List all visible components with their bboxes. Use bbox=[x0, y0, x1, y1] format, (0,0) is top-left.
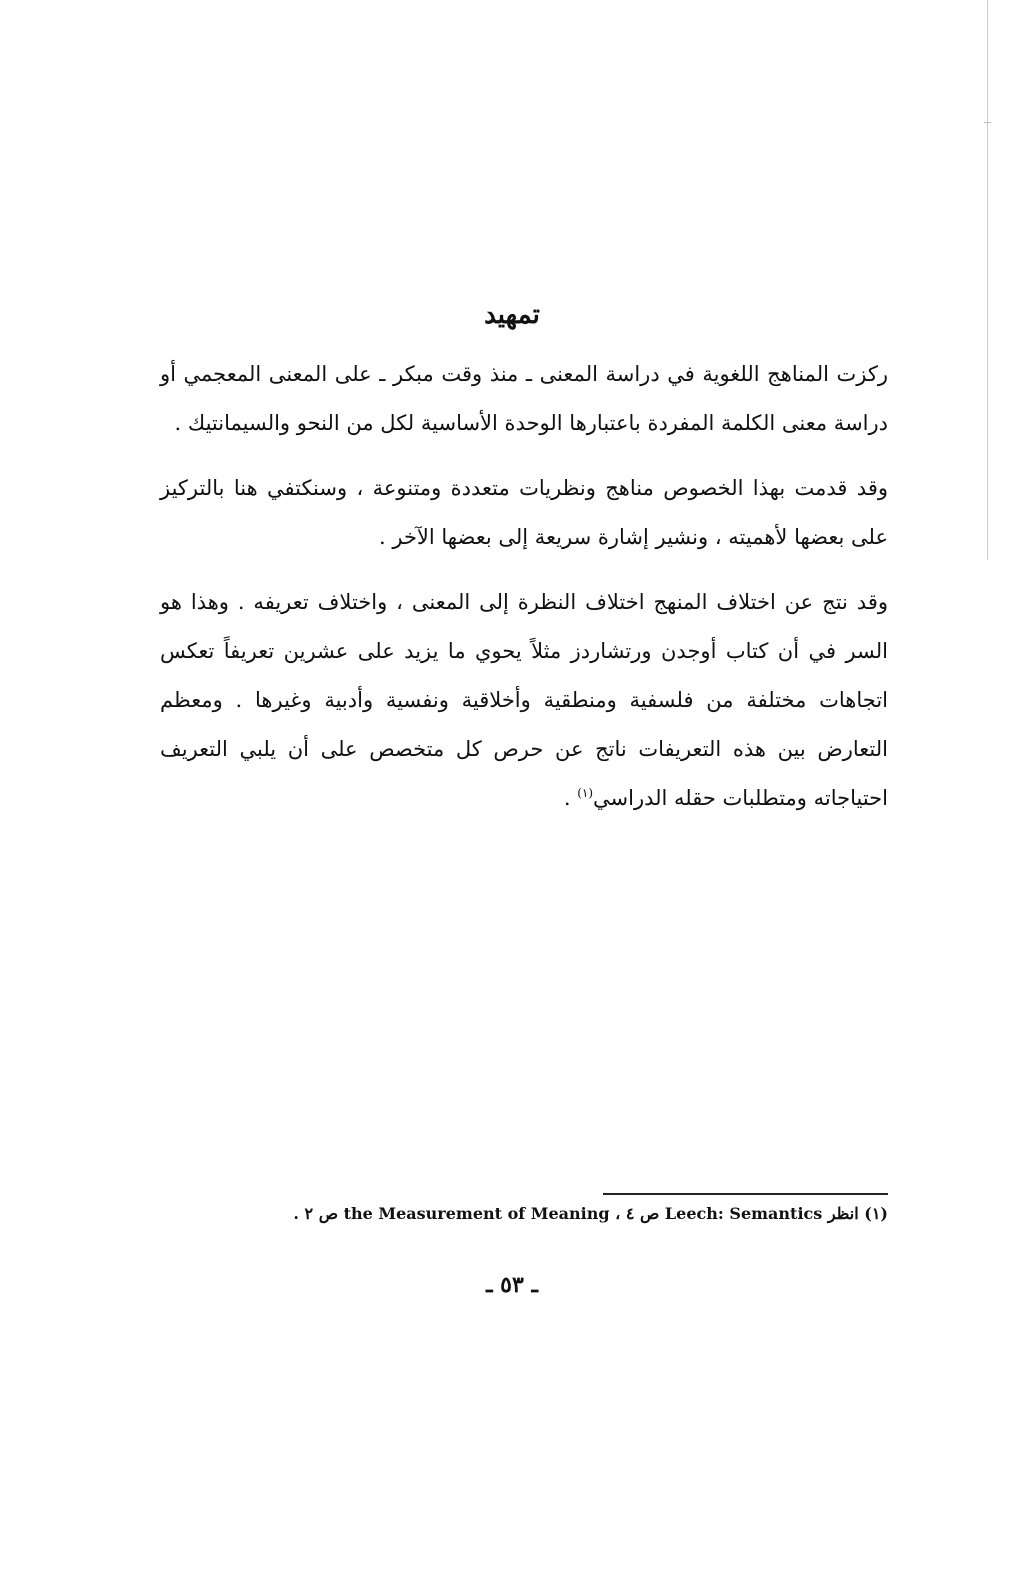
page-edge-line bbox=[987, 0, 988, 560]
paragraph-3-text: وقد نتج عن اختلاف المنهج اختلاف النظرة إلى المعنى ، واختلاف تعريفه . وهذا هو السر في أن كتاب أوجدن ورتشاردز مثلاً يحوي ما يزيد على عشرين تعريفاً تعكس اتجاهات مختلفة من فلسفية ومنطقية وأخلاقية ونفسية وأدبية وغيرها . ومعظم التعارض بين هذه التعريفات ناتج عن حرص كل متخصص على أن يلبي التعريف احتياجاته ومتطلبات حقله الدراسي bbox=[160, 590, 888, 810]
page-edge-tick bbox=[984, 122, 991, 123]
paragraph-1: ركزت المناهج اللغوية في دراسة المعنى ـ منذ وقت مبكر ـ على المعنى المعجمي أو دراسة معنى الكلمة المفردة باعتبارها الوحدة الأساسية لكل من النحو والسيمانتيك . bbox=[160, 362, 888, 435]
footnote-divider bbox=[603, 1193, 888, 1195]
footnote: (١) انظر Leech: Semantics ص ٤ ، the Measurement of Meaning ص ٢ . bbox=[293, 1204, 888, 1223]
paragraph-3 bbox=[160, 578, 888, 823]
paragraph-3-end: . bbox=[563, 786, 578, 810]
footnote-reference: (١) bbox=[577, 786, 594, 800]
section-heading: تمهيد bbox=[484, 300, 540, 330]
body-text bbox=[160, 350, 888, 839]
page-number: ـ ٥٣ ـ bbox=[486, 1272, 538, 1298]
paragraph-2: وقد قدمت بهذا الخصوص مناهج ونظريات متعددة ومتنوعة ، وسنكتفي هنا بالتركيز على بعضها لأهميته ، ونشير إشارة سريعة إلى بعضها الآخر . bbox=[160, 476, 888, 549]
